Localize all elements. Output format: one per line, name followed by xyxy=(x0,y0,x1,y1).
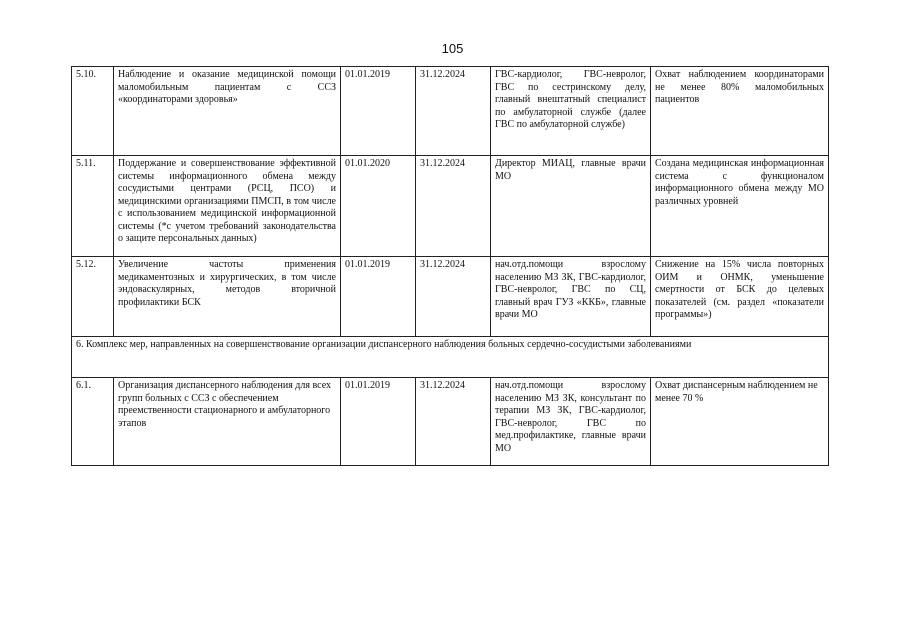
item-number: 5.11. xyxy=(72,156,114,257)
measures-table xyxy=(71,66,829,466)
item-name: Наблюдение и оказание медицинской помощи маломобильным пациентам с ССЗ «координаторами здоровья» xyxy=(114,67,341,156)
item-number: 5.10. xyxy=(72,67,114,156)
item-start-date: 01.01.2019 xyxy=(341,257,416,337)
item-end-date: 31.12.2024 xyxy=(416,378,491,466)
section-title: 6. Комплекс мер, направленных на совершенствование организации диспансерного наблюдения больных сердечно-сосудистыми заболеваниями xyxy=(72,337,829,378)
page-number: 105 xyxy=(441,41,464,56)
table-row xyxy=(72,257,829,337)
item-result: Снижение на 15% числа повторных ОИМ и ОНМК, уменьшение смертности от БСК до целевых показателей (см. раздел «показатели программы») xyxy=(651,257,829,337)
item-end-date: 31.12.2024 xyxy=(416,67,491,156)
section-header-row xyxy=(72,337,829,378)
table-row xyxy=(72,67,829,156)
item-end-date: 31.12.2024 xyxy=(416,156,491,257)
item-responsible: нач.отд.помощи взрослому населению МЗ ЗК, ГВС-кардиолог, ГВС-невролог, ГВС по СЦ, главный врач ГУЗ «ККБ», главные врачи МО xyxy=(491,257,651,337)
item-name: Поддержание и совершенствование эффективной системы информационного обмена между сосудистыми центрами (РСЦ, ПСО) и медицинскими организациями ПМСП, в том числе с использованием медицинской информационной системы (*с учетом требований законодательства о защите персональных данных) xyxy=(114,156,341,257)
item-number: 5.12. xyxy=(72,257,114,337)
item-responsible: Директор МИАЦ, главные врачи МО xyxy=(491,156,651,257)
item-number: 6.1. xyxy=(72,378,114,466)
item-start-date: 01.01.2019 xyxy=(341,378,416,466)
item-name: Увеличение частоты применения медикаментозных и хирургических, в том числе эндоваскулярных, методов вторичной профилактики БСК xyxy=(114,257,341,337)
item-result: Охват наблюдением координаторами не менее 80% маломобильных пациентов xyxy=(651,67,829,156)
table-row xyxy=(72,378,829,466)
item-start-date: 01.01.2020 xyxy=(341,156,416,257)
item-end-date: 31.12.2024 xyxy=(416,257,491,337)
item-result: Охват диспансерным наблюдением не менее 70 % xyxy=(651,378,829,466)
item-name: Организация диспансерного наблюдения для всех групп больных с ССЗ с обеспечением преемственности стационарного и амбулаторного этапов xyxy=(114,378,341,466)
item-responsible: ГВС-кардиолог, ГВС-невролог, ГВС по сестринскому делу, главный внештатный специалист по амбулаторной службе (далее ГВС по амбулаторной службе) xyxy=(491,67,651,156)
item-start-date: 01.01.2019 xyxy=(341,67,416,156)
table-row xyxy=(72,156,829,257)
item-result: Создана медицинская информационная система с функционалом информационного обмена между МО различных уровней xyxy=(651,156,829,257)
item-responsible: нач.отд.помощи взрослому населению МЗ ЗК, консультант по терапии МЗ ЗК, ГВС-кардиолог, ГВС-невролог, ГВС по мед.профилактике, главные врачи МО xyxy=(491,378,651,466)
